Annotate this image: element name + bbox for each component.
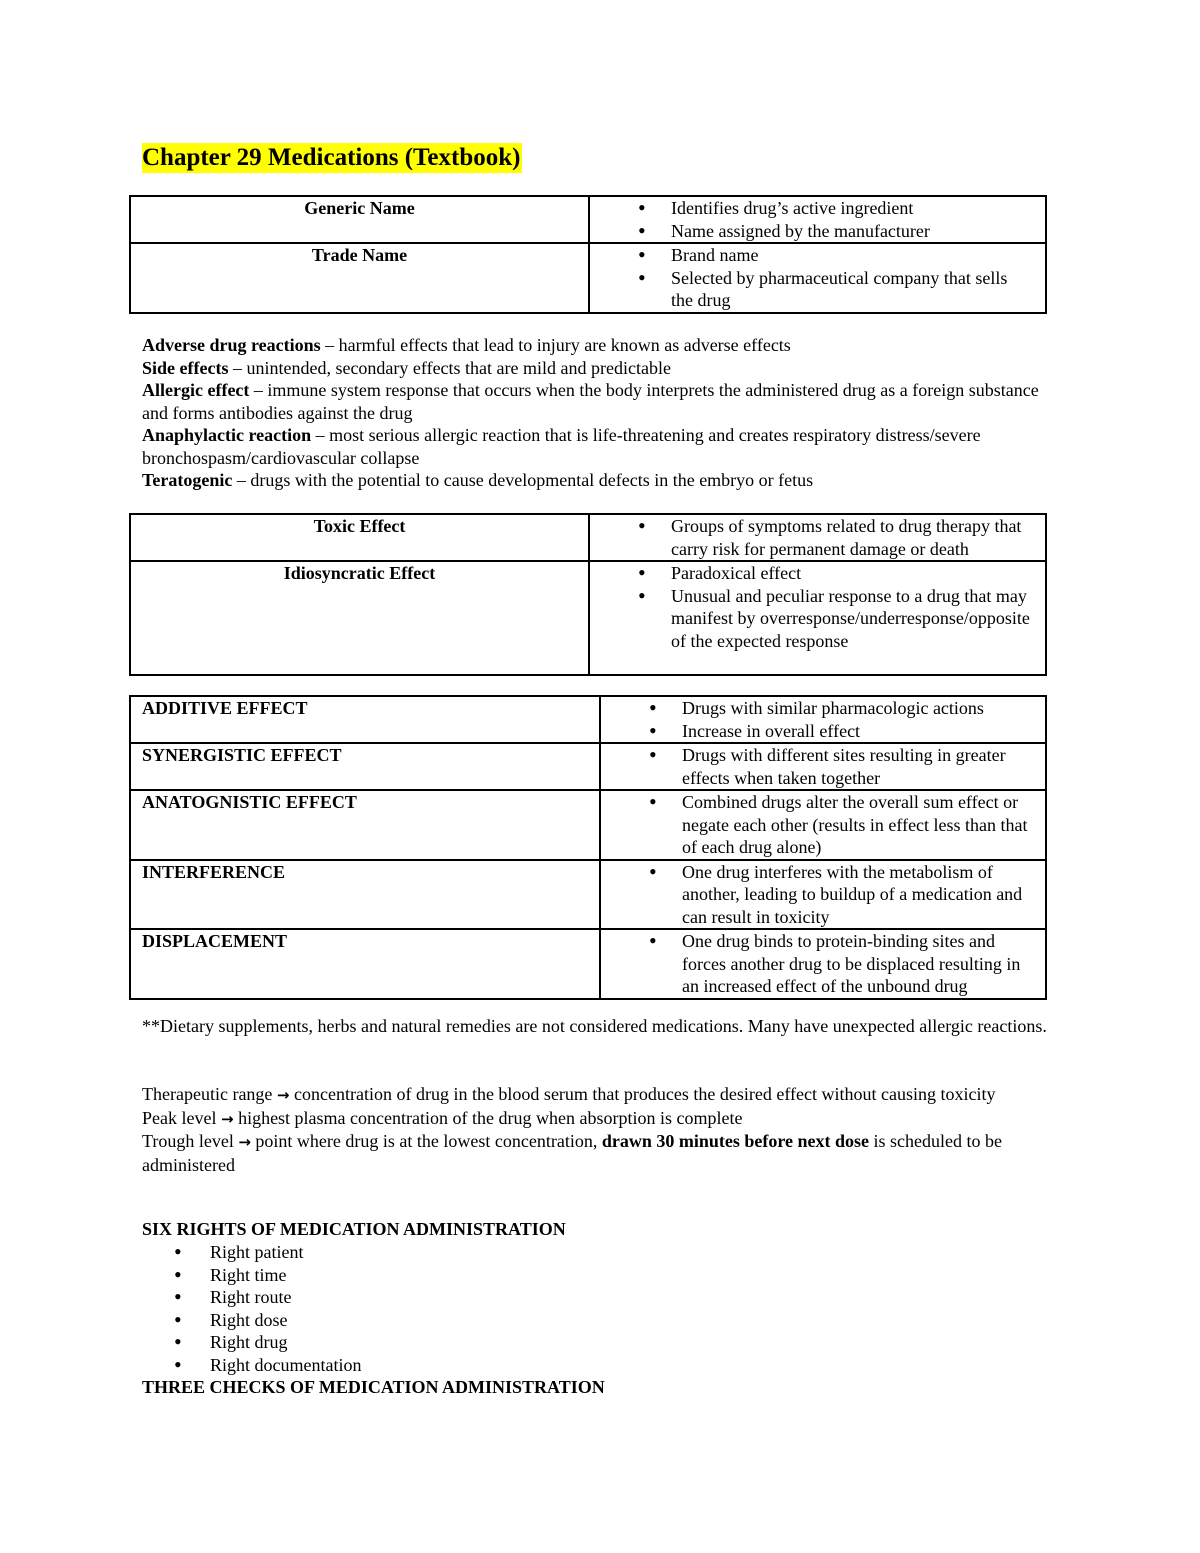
table-row bbox=[130, 929, 1046, 999]
toxic-effect-bullets bbox=[589, 514, 1046, 561]
effects-table bbox=[129, 513, 1047, 676]
idiosyncratic-effect-bullets bbox=[589, 561, 1046, 675]
definition-allergic bbox=[142, 379, 1062, 424]
antagonistic-effect-label: ANATOGNISTIC EFFECT bbox=[130, 790, 600, 860]
list-item: • Right route bbox=[210, 1286, 361, 1309]
list-item: • Name assigned by the manufacturer bbox=[671, 220, 1033, 243]
idiosyncratic-effect-label: Idiosyncratic Effect bbox=[130, 561, 589, 675]
list-item: • Unusual and peculiar response to a drug that may manifest by overresponse/underresponse/opposite of the expected response bbox=[671, 585, 1033, 653]
definition-separator: – bbox=[249, 380, 268, 400]
table-row bbox=[130, 696, 1046, 743]
level-term: Trough level bbox=[142, 1131, 234, 1151]
definition-separator: – bbox=[311, 425, 330, 445]
synergistic-effect-label: SYNERGISTIC EFFECT bbox=[130, 743, 600, 790]
list-item: • Selected by pharmaceutical company that sells the drug bbox=[671, 267, 1033, 312]
definitions-section bbox=[142, 334, 1062, 492]
definition-term: Teratogenic bbox=[142, 470, 233, 490]
list-item: • Increase in overall effect bbox=[682, 720, 1033, 743]
list-item: • Identifies drug’s active ingredient bbox=[671, 197, 1033, 220]
drug-names-table bbox=[129, 195, 1047, 314]
interference-label: INTERFERENCE bbox=[130, 860, 600, 930]
definition-text: immune system response that occurs when the body interprets the administered drug as a foreign substance and forms antibodies against the drug bbox=[142, 380, 1039, 423]
arrow-right-icon: → bbox=[238, 1133, 251, 1151]
displacement-label: DISPLACEMENT bbox=[130, 929, 600, 999]
table-row bbox=[130, 196, 1046, 243]
list-item: • Combined drugs alter the overall sum effect or negate each other (results in effect less than that of each drug alone) bbox=[682, 791, 1033, 859]
table-row bbox=[130, 243, 1046, 313]
definition-separator: – bbox=[228, 357, 247, 378]
additive-effect-bullets bbox=[600, 696, 1046, 743]
dietary-supplements-note: **Dietary supplements, herbs and natural remedies are not considered medications. Many have unexpected allergic reactions. bbox=[142, 1016, 1047, 1036]
list-item: • One drug binds to protein-binding sites and forces another drug to be displaced resulting in an increased effect of the unbound drug bbox=[682, 930, 1033, 998]
level-text: concentration of drug in the blood serum that produces the desired effect without causing toxicity bbox=[294, 1084, 996, 1104]
definition-separator: – bbox=[320, 335, 339, 355]
definition-term: Adverse drug reactions bbox=[142, 335, 321, 355]
antagonistic-effect-bullets bbox=[600, 790, 1046, 860]
list-item: • Drugs with similar pharmacologic actions bbox=[682, 697, 1033, 720]
list-item: • Right drug bbox=[210, 1331, 361, 1354]
therapeutic-range-line bbox=[142, 1083, 1062, 1107]
level-term: Therapeutic range bbox=[142, 1084, 273, 1104]
page-title: Chapter 29 Medications (Textbook) bbox=[142, 144, 521, 171]
definition-text: unintended, secondary effects that are mild and predictable bbox=[246, 357, 671, 378]
list-item: • Right documentation bbox=[210, 1354, 361, 1377]
level-text: point where drug is at the lowest concentration, bbox=[255, 1131, 598, 1151]
list-item: • Groups of symptoms related to drug therapy that carry risk for permanent damage or death bbox=[671, 515, 1033, 560]
interference-bullets bbox=[600, 860, 1046, 930]
list-item: • Right time bbox=[210, 1264, 361, 1287]
drug-levels-section bbox=[142, 1083, 1062, 1176]
generic-name-bullets bbox=[589, 196, 1046, 243]
displacement-bullets bbox=[600, 929, 1046, 999]
list-item: • Drugs with different sites resulting in greater effects when taken together bbox=[682, 744, 1033, 789]
drug-interactions-table bbox=[129, 695, 1047, 1000]
definition-text: drugs with the potential to cause developmental defects in the embryo or fetus bbox=[250, 470, 814, 490]
peak-level-line bbox=[142, 1107, 1062, 1131]
definition-side-effects bbox=[142, 357, 1062, 380]
definition-term: Anaphylactic reaction bbox=[142, 425, 312, 445]
three-checks-heading: THREE CHECKS OF MEDICATION ADMINISTRATION bbox=[142, 1377, 605, 1397]
level-text: is scheduled to be administered bbox=[142, 1131, 1002, 1175]
list-item: • Brand name bbox=[671, 244, 1033, 267]
generic-name-label: Generic Name bbox=[130, 196, 589, 243]
additive-effect-label: ADDITIVE EFFECT bbox=[130, 696, 600, 743]
trough-level-line bbox=[142, 1130, 1062, 1176]
list-item: • Paradoxical effect bbox=[671, 562, 1033, 585]
trade-name-label: Trade Name bbox=[130, 243, 589, 313]
table-row bbox=[130, 860, 1046, 930]
table-row bbox=[130, 561, 1046, 675]
six-rights-list bbox=[210, 1241, 361, 1376]
definition-term: Allergic effect bbox=[142, 380, 250, 400]
definition-text: harmful effects that lead to injury are known as adverse effects bbox=[338, 335, 791, 355]
level-emphasis: drawn 30 minutes before next dose bbox=[601, 1131, 869, 1151]
definition-term: Side effects bbox=[142, 357, 229, 378]
table-row bbox=[130, 743, 1046, 790]
table-row bbox=[130, 790, 1046, 860]
definition-teratogenic bbox=[142, 469, 1062, 492]
table-row bbox=[130, 514, 1046, 561]
six-rights-heading: SIX RIGHTS OF MEDICATION ADMINISTRATION bbox=[142, 1219, 566, 1239]
definition-adverse bbox=[142, 334, 1062, 357]
level-term: Peak level bbox=[142, 1107, 217, 1128]
toxic-effect-label: Toxic Effect bbox=[130, 514, 589, 561]
arrow-right-icon: → bbox=[220, 1109, 234, 1128]
definition-separator: – bbox=[232, 470, 251, 490]
definition-text: most serious allergic reaction that is life-threatening and creates respiratory distress/severe bronchospasm/cardiovascular collapse bbox=[142, 425, 981, 468]
level-text: highest plasma concentration of the drug when absorption is complete bbox=[238, 1107, 743, 1128]
trade-name-bullets bbox=[589, 243, 1046, 313]
list-item: • Right patient bbox=[210, 1241, 361, 1264]
list-item: • One drug interferes with the metabolism of another, leading to buildup of a medication and can result in toxicity bbox=[682, 861, 1033, 929]
arrow-right-icon: → bbox=[276, 1086, 290, 1104]
list-item: • Right dose bbox=[210, 1309, 361, 1332]
definition-anaphylactic bbox=[142, 424, 1062, 469]
synergistic-effect-bullets bbox=[600, 743, 1046, 790]
